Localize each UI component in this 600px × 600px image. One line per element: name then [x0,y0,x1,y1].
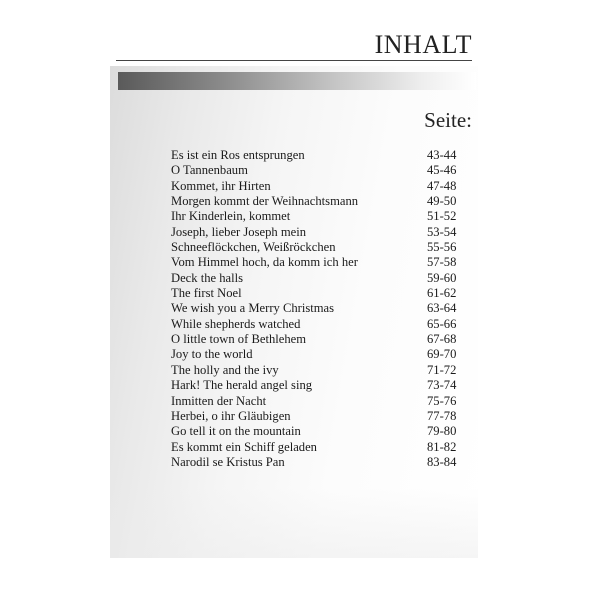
toc-entry [171,255,461,270]
toc-entry-title: Hark! The herald angel sing [171,378,313,393]
toc-entry [171,409,461,424]
toc-entry-pages: 79-80 [427,424,457,439]
toc-entry [171,455,461,470]
toc-entry [171,332,461,347]
toc-entry [171,363,461,378]
page-column-label: Seite: [424,108,472,132]
toc-entry [171,286,461,301]
toc-entry-pages: 67-68 [427,332,457,347]
toc-entry-pages: 77-78 [427,408,457,423]
toc-entry-title: Es kommt ein Schiff geladen [171,439,317,454]
toc-entry-pages: 83-84 [427,454,457,469]
toc-entry [171,194,461,209]
toc-entry [171,378,461,393]
toc-entry [171,225,461,240]
toc-entry-title: Narodil se Kristus Pan [171,454,285,469]
toc-entry [171,240,461,255]
toc-entry-pages: 69-70 [427,347,457,362]
toc-entry-pages: 53-54 [427,224,457,239]
toc-entry-pages: 43-44 [427,148,457,162]
toc-entry-pages: 57-58 [427,255,457,270]
toc-entry-pages: 81-82 [427,439,457,454]
toc-entry-title: Morgen kommt der Weihnachtsmann [171,194,359,209]
toc-entry-pages: 63-64 [427,301,457,316]
toc-entry-title: O Tannenbaum [171,163,248,178]
toc-entry-pages: 45-46 [427,163,457,178]
toc-entry-pages: 59-60 [427,270,457,285]
toc-entry-title: Vom Himmel hoch, da komm ich her [171,255,358,270]
toc-entry [171,271,461,286]
toc-entry-pages: 55-56 [427,240,457,255]
toc-entry-title: Inmitten der Nacht [171,393,267,408]
toc-entry [171,301,461,316]
toc-entry-title: O little town of Bethlehem [171,332,307,347]
toc-entry [171,148,461,163]
toc-entry-pages: 51-52 [427,209,457,224]
toc-entry-title: Ihr Kinderlein, kommet [171,209,291,224]
toc-entry-pages: 71-72 [427,362,457,377]
toc-entry-title: Kommet, ihr Hirten [171,178,271,193]
toc-entry-pages: 73-74 [427,378,457,393]
toc-entry [171,424,461,439]
toc-entry [171,394,461,409]
toc-entry-title: Joseph, lieber Joseph mein [171,224,307,239]
gradient-header-bar [118,72,476,90]
toc-entry-pages: 65-66 [427,316,457,331]
toc-entry [171,163,461,178]
toc-entry [171,347,461,362]
toc-entry-pages: 47-48 [427,178,457,193]
toc-entry-title: Herbei, o ihr Gläubigen [171,408,291,423]
table-of-contents [171,148,461,470]
toc-entry [171,179,461,194]
page-title: INHALT [374,30,472,59]
toc-entry [171,317,461,332]
toc-entry-title: Schneeflöckchen, Weißröckchen [171,240,336,255]
toc-entry-title: Deck the halls [171,270,244,285]
toc-entry-title: Go tell it on the mountain [171,424,301,439]
toc-entry-pages: 61-62 [427,286,457,301]
toc-entry-title: While shepherds watched [171,316,301,331]
toc-entry-title: The first Noel [171,286,242,301]
toc-entry-title: The holly and the ivy [171,362,279,377]
toc-entry-pages: 49-50 [427,194,457,209]
toc-entry [171,209,461,224]
toc-entry-title: Joy to the world [171,347,253,362]
toc-entry-pages: 75-76 [427,393,457,408]
toc-entry-title: We wish you a Merry Christmas [171,301,335,316]
toc-entry-title: Es ist ein Ros entsprungen [171,148,305,162]
title-divider [116,60,472,61]
toc-entry [171,440,461,455]
